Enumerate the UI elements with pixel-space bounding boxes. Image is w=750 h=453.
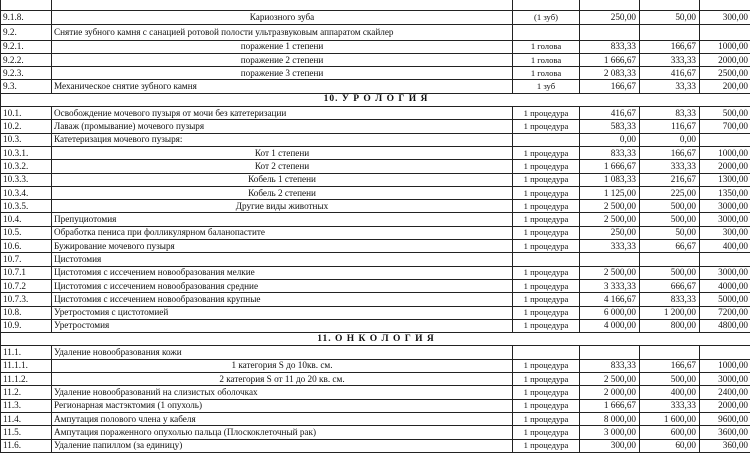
total-cell: 2000,00 bbox=[700, 399, 750, 412]
code-cell: 9.2.1. bbox=[1, 40, 52, 53]
code-cell: 9.3. bbox=[1, 80, 52, 93]
unit-cell: 1 процедура bbox=[513, 146, 580, 159]
name-cell: Регионарная мастэктомия (1 опухоль) bbox=[52, 399, 513, 412]
total-cell: 3600,00 bbox=[700, 426, 750, 439]
price-cell: 250,00 bbox=[580, 226, 640, 239]
vat-cell: 333,33 bbox=[640, 53, 700, 66]
price-cell: 3 333,33 bbox=[580, 279, 640, 292]
total-cell: 5000,00 bbox=[700, 293, 750, 306]
vat-cell: 60,00 bbox=[640, 439, 700, 452]
price-cell: 3 000,00 bbox=[580, 426, 640, 439]
name-cell: Механическое снятие зубного камня bbox=[52, 80, 513, 93]
total-cell: 7200,00 bbox=[700, 306, 750, 319]
name-cell: Цистотомия с иссечением новообразования мелкие bbox=[52, 266, 513, 279]
vat-cell: 166,67 bbox=[640, 146, 700, 159]
table-row bbox=[1, 120, 750, 133]
code-cell: 10.3.5. bbox=[1, 200, 52, 213]
section-title: 11. О Н К О Л О Г И Я bbox=[1, 333, 750, 346]
price-cell: 250,00 bbox=[580, 11, 640, 24]
unit-cell: 1 зуб bbox=[513, 80, 580, 93]
price-cell: 166,67 bbox=[580, 80, 640, 93]
price-cell: 1 666,67 bbox=[580, 160, 640, 173]
table-row bbox=[1, 80, 750, 93]
price-cell: 2 500,00 bbox=[580, 200, 640, 213]
code-cell: 10.3.3. bbox=[1, 173, 52, 186]
unit-cell: (1 зуб) bbox=[513, 11, 580, 24]
unit-cell bbox=[513, 133, 580, 146]
code-cell: 10.7.1 bbox=[1, 266, 52, 279]
name-cell: Удаление новообразований на слизистых оболочках bbox=[52, 386, 513, 399]
vat-cell bbox=[640, 346, 700, 359]
code-cell: 11.4. bbox=[1, 412, 52, 425]
name-cell: 1 категория S до 10кв. см. bbox=[52, 359, 513, 372]
vat-cell: 116,67 bbox=[640, 120, 700, 133]
unit-cell: 1 процедура bbox=[513, 319, 580, 332]
section-header-row bbox=[1, 93, 750, 106]
vat-cell bbox=[640, 253, 700, 266]
total-cell: 4800,00 bbox=[700, 319, 750, 332]
total-cell: 3000,00 bbox=[700, 200, 750, 213]
unit-cell: 1 процедура bbox=[513, 186, 580, 199]
table-row bbox=[1, 67, 750, 80]
vat-cell: 166,67 bbox=[640, 40, 700, 53]
name-cell: Ампутация полового члена у кабеля bbox=[52, 412, 513, 425]
unit-cell: 1 процедура bbox=[513, 359, 580, 372]
total-cell: 1000,00 bbox=[700, 40, 750, 53]
name-cell: поражение 1 степени bbox=[52, 40, 513, 53]
vat-cell: 500,00 bbox=[640, 213, 700, 226]
table-row bbox=[1, 173, 750, 186]
table-row bbox=[1, 40, 750, 53]
vat-cell: 500,00 bbox=[640, 373, 700, 386]
table-row bbox=[1, 226, 750, 239]
code-cell: 10.3.1. bbox=[1, 146, 52, 159]
table-row bbox=[1, 107, 750, 120]
code-cell: 11.1.2. bbox=[1, 373, 52, 386]
price-cell: 2 500,00 bbox=[580, 373, 640, 386]
name-cell: Обработка пениса при фолликулярном баланопастите bbox=[52, 226, 513, 239]
vat-cell: 50,00 bbox=[640, 11, 700, 24]
price-cell bbox=[580, 24, 640, 40]
name-cell: Цистотомия с иссечением новообразования крупные bbox=[52, 293, 513, 306]
name-cell: Кобель 1 степени bbox=[52, 173, 513, 186]
unit-cell: 1 процедура bbox=[513, 439, 580, 452]
vat-cell: 666,67 bbox=[640, 279, 700, 292]
code-cell: 11.6. bbox=[1, 439, 52, 452]
name-cell bbox=[52, 0, 513, 11]
name-cell: поражение 3 степени bbox=[52, 67, 513, 80]
unit-cell: 1 процедура bbox=[513, 373, 580, 386]
price-cell bbox=[580, 0, 640, 11]
code-cell: 10.3.4. bbox=[1, 186, 52, 199]
name-cell: Кариозного зуба bbox=[52, 11, 513, 24]
table-row bbox=[1, 319, 750, 332]
price-cell bbox=[580, 346, 640, 359]
total-cell: 200,00 bbox=[700, 80, 750, 93]
total-cell bbox=[700, 253, 750, 266]
code-cell: 10.5. bbox=[1, 226, 52, 239]
price-cell bbox=[580, 253, 640, 266]
table-row bbox=[1, 160, 750, 173]
code-cell: 10.6. bbox=[1, 240, 52, 253]
code-cell: 11.1.1. bbox=[1, 359, 52, 372]
unit-cell bbox=[513, 253, 580, 266]
total-cell: 1350,00 bbox=[700, 186, 750, 199]
name-cell: Освобождение мочевого пузыря от мочи без катетеризации bbox=[52, 107, 513, 120]
price-cell: 1 666,67 bbox=[580, 53, 640, 66]
name-cell: Цистотомия bbox=[52, 253, 513, 266]
price-cell: 833,33 bbox=[580, 146, 640, 159]
name-cell: Препуциотомия bbox=[52, 213, 513, 226]
section-title: 10. У Р О Л О Г И Я bbox=[1, 93, 750, 106]
total-cell: 1000,00 bbox=[700, 359, 750, 372]
total-cell: 2400,00 bbox=[700, 386, 750, 399]
price-cell: 833,33 bbox=[580, 40, 640, 53]
unit-cell: 1 голова bbox=[513, 40, 580, 53]
code-cell: 10.7.3. bbox=[1, 293, 52, 306]
total-cell: 500,00 bbox=[700, 107, 750, 120]
price-cell: 333,33 bbox=[580, 240, 640, 253]
table-row bbox=[1, 399, 750, 412]
vat-cell: 166,67 bbox=[640, 359, 700, 372]
total-cell bbox=[700, 133, 750, 146]
code-cell: 11.3. bbox=[1, 399, 52, 412]
price-cell: 833,33 bbox=[580, 359, 640, 372]
table-row bbox=[1, 386, 750, 399]
code-cell: 9.2. bbox=[1, 24, 52, 40]
table-row bbox=[1, 412, 750, 425]
total-cell: 360,00 bbox=[700, 439, 750, 452]
code-cell: 9.2.2. bbox=[1, 53, 52, 66]
vat-cell: 500,00 bbox=[640, 200, 700, 213]
unit-cell: 1 процедура bbox=[513, 279, 580, 292]
table-row bbox=[1, 253, 750, 266]
total-cell: 3000,00 bbox=[700, 266, 750, 279]
price-table-body bbox=[1, 0, 750, 452]
price-cell: 6 000,00 bbox=[580, 306, 640, 319]
vat-cell: 333,33 bbox=[640, 399, 700, 412]
table-row bbox=[1, 426, 750, 439]
table-row bbox=[1, 346, 750, 359]
name-cell: Другие виды животных bbox=[52, 200, 513, 213]
table-row bbox=[1, 133, 750, 146]
name-cell: 2 категория S от 11 до 20 кв. см. bbox=[52, 373, 513, 386]
table-row bbox=[1, 11, 750, 24]
total-cell: 700,00 bbox=[700, 120, 750, 133]
unit-cell: 1 процедура bbox=[513, 160, 580, 173]
table-row bbox=[1, 266, 750, 279]
table-row bbox=[1, 0, 750, 11]
code-cell: 10.2. bbox=[1, 120, 52, 133]
unit-cell: 1 процедура bbox=[513, 399, 580, 412]
table-row bbox=[1, 213, 750, 226]
unit-cell: 1 процедура bbox=[513, 412, 580, 425]
vat-cell: 66,67 bbox=[640, 240, 700, 253]
vat-cell bbox=[640, 0, 700, 11]
code-cell: 10.4. bbox=[1, 213, 52, 226]
price-cell: 1 083,33 bbox=[580, 173, 640, 186]
unit-cell: 1 голова bbox=[513, 53, 580, 66]
price-cell: 2 083,33 bbox=[580, 67, 640, 80]
unit-cell: 1 голова bbox=[513, 67, 580, 80]
vat-cell: 225,00 bbox=[640, 186, 700, 199]
name-cell: поражение 2 степени bbox=[52, 53, 513, 66]
section-header-row bbox=[1, 333, 750, 346]
unit-cell: 1 процедура bbox=[513, 386, 580, 399]
table-row bbox=[1, 186, 750, 199]
name-cell: Снятие зубного камня с санацией ротовой полости ультразвуковым аппаратом скайлер bbox=[52, 24, 513, 40]
table-row bbox=[1, 240, 750, 253]
unit-cell: 1 процедура bbox=[513, 120, 580, 133]
code-cell bbox=[1, 0, 52, 11]
code-cell: 10.9. bbox=[1, 319, 52, 332]
price-cell: 4 166,67 bbox=[580, 293, 640, 306]
name-cell: Удаление новообразования кожи bbox=[52, 346, 513, 359]
name-cell: Удаление папиллом (за единицу) bbox=[52, 439, 513, 452]
total-cell: 1000,00 bbox=[700, 146, 750, 159]
price-cell: 1 125,00 bbox=[580, 186, 640, 199]
total-cell: 3000,00 bbox=[700, 213, 750, 226]
unit-cell: 1 процедура bbox=[513, 306, 580, 319]
code-cell: 11.2. bbox=[1, 386, 52, 399]
code-cell: 10.8. bbox=[1, 306, 52, 319]
name-cell: Катетеризация мочевого пузыря: bbox=[52, 133, 513, 146]
total-cell: 2000,00 bbox=[700, 53, 750, 66]
total-cell: 2000,00 bbox=[700, 160, 750, 173]
vat-cell: 216,67 bbox=[640, 173, 700, 186]
unit-cell: 1 процедура bbox=[513, 426, 580, 439]
vat-cell: 0,00 bbox=[640, 133, 700, 146]
table-row bbox=[1, 200, 750, 213]
name-cell: Лаваж (промывание) мочевого пузыря bbox=[52, 120, 513, 133]
total-cell bbox=[700, 346, 750, 359]
code-cell: 10.3.2. bbox=[1, 160, 52, 173]
price-cell: 416,67 bbox=[580, 107, 640, 120]
price-cell: 2 000,00 bbox=[580, 386, 640, 399]
price-cell: 583,33 bbox=[580, 120, 640, 133]
vat-cell: 50,00 bbox=[640, 226, 700, 239]
price-cell: 1 666,67 bbox=[580, 399, 640, 412]
price-cell: 0,00 bbox=[580, 133, 640, 146]
price-cell: 8 000,00 bbox=[580, 412, 640, 425]
vat-cell: 416,67 bbox=[640, 67, 700, 80]
total-cell: 3000,00 bbox=[700, 373, 750, 386]
unit-cell bbox=[513, 346, 580, 359]
vat-cell: 1 200,00 bbox=[640, 306, 700, 319]
unit-cell: 1 процедура bbox=[513, 266, 580, 279]
vat-cell: 83,33 bbox=[640, 107, 700, 120]
unit-cell: 1 процедура bbox=[513, 240, 580, 253]
table-row bbox=[1, 146, 750, 159]
total-cell: 300,00 bbox=[700, 11, 750, 24]
code-cell: 10.7. bbox=[1, 253, 52, 266]
unit-cell: 1 процедура bbox=[513, 226, 580, 239]
name-cell: Бужирование мочевого пузыря bbox=[52, 240, 513, 253]
unit-cell: 1 процедура bbox=[513, 213, 580, 226]
total-cell: 1300,00 bbox=[700, 173, 750, 186]
table-row bbox=[1, 439, 750, 452]
table-row bbox=[1, 359, 750, 372]
total-cell: 300,00 bbox=[700, 226, 750, 239]
price-cell: 2 500,00 bbox=[580, 266, 640, 279]
vat-cell: 400,00 bbox=[640, 386, 700, 399]
vat-cell: 833,33 bbox=[640, 293, 700, 306]
name-cell: Уретростомия с цистотомией bbox=[52, 306, 513, 319]
name-cell: Кот 2 степени bbox=[52, 160, 513, 173]
unit-cell bbox=[513, 0, 580, 11]
vat-cell: 600,00 bbox=[640, 426, 700, 439]
table-row bbox=[1, 279, 750, 292]
vat-cell: 500,00 bbox=[640, 266, 700, 279]
name-cell: Уретростомия bbox=[52, 319, 513, 332]
name-cell: Ампутация пораженного опухолью пальца (Плоскоклеточный рак) bbox=[52, 426, 513, 439]
unit-cell: 1 процедура bbox=[513, 293, 580, 306]
vat-cell: 33,33 bbox=[640, 80, 700, 93]
table-row bbox=[1, 306, 750, 319]
unit-cell: 1 процедура bbox=[513, 173, 580, 186]
total-cell bbox=[700, 24, 750, 40]
unit-cell bbox=[513, 24, 580, 40]
unit-cell: 1 процедура bbox=[513, 107, 580, 120]
price-cell: 2 500,00 bbox=[580, 213, 640, 226]
code-cell: 10.7.2 bbox=[1, 279, 52, 292]
vat-cell: 800,00 bbox=[640, 319, 700, 332]
vat-cell bbox=[640, 24, 700, 40]
code-cell: 10.3. bbox=[1, 133, 52, 146]
total-cell: 9600,00 bbox=[700, 412, 750, 425]
table-row bbox=[1, 293, 750, 306]
total-cell: 4000,00 bbox=[700, 279, 750, 292]
code-cell: 9.2.3. bbox=[1, 67, 52, 80]
code-cell: 9.1.8. bbox=[1, 11, 52, 24]
price-cell: 300,00 bbox=[580, 439, 640, 452]
name-cell: Кобель 2 степени bbox=[52, 186, 513, 199]
unit-cell: 1 процедура bbox=[513, 200, 580, 213]
code-cell: 11.5. bbox=[1, 426, 52, 439]
vat-cell: 1 600,00 bbox=[640, 412, 700, 425]
table-row bbox=[1, 373, 750, 386]
total-cell bbox=[700, 0, 750, 11]
vat-cell: 333,33 bbox=[640, 160, 700, 173]
price-cell: 4 000,00 bbox=[580, 319, 640, 332]
total-cell: 2500,00 bbox=[700, 67, 750, 80]
name-cell: Цистотомия с иссечением новообразования средние bbox=[52, 279, 513, 292]
code-cell: 10.1. bbox=[1, 107, 52, 120]
total-cell: 400,00 bbox=[700, 240, 750, 253]
table-row bbox=[1, 24, 750, 40]
code-cell: 11.1. bbox=[1, 346, 52, 359]
table-row bbox=[1, 53, 750, 66]
name-cell: Кот 1 степени bbox=[52, 146, 513, 159]
